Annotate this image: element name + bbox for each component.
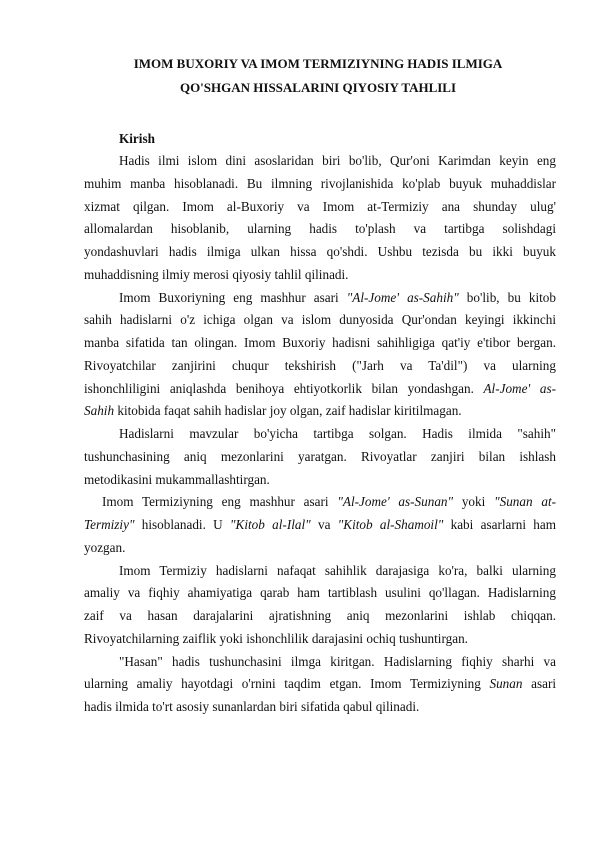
paragraph-line: Rivoyatchilarning zaiflik yoki ishonchlilik darajasini ochiq tushuntirgan. — [84, 630, 468, 646]
paragraph-line: Sahih kitobida faqat sahih hadislar joy olgan, zaif hadislar kiritilmagan. — [84, 403, 462, 419]
section-heading: Kirish — [119, 131, 155, 146]
paragraph-line: manba sifatida tan olingan. Imom Buxoriy hadisni sahihligiga qat'iy e'tibor bergan. — [84, 335, 556, 350]
paragraph-line: "Hasan" hadis tushunchasini ilmga kiritgan. Hadislarning fiqhiy sharhi va — [119, 653, 556, 669]
paragraph-line: zaif va hasan darajalarini ajratishning aniq mezonlarini ishlab chiqqan. — [84, 608, 556, 623]
paragraph-line: xizmat qilgan. Imom al-Buxoriy va Imom at-Termiziy ana shunday ulug' — [84, 198, 556, 214]
paragraph-line: Imom Termiziy hadislarni nafaqat sahihlik darajasiga ko'ra, balki ularning — [119, 562, 556, 578]
book-title: "Kitob al-Ilal" — [230, 517, 311, 532]
book-title: "Al-Jome' as-Sahih" — [346, 289, 459, 305]
book-title: "Kitob al-Shamoil" — [337, 517, 444, 532]
paragraph-line: tushunchasining aniq mezonlarini yaratgan. Rivoyatlar zanjiri bilan ishlash — [84, 448, 556, 464]
paragraph-line: Hadis ilmi islom dini asoslaridan biri bo'lib, Qur'oni Karimdan keyin eng — [119, 153, 556, 168]
paragraph-line: muhaddisning ilmiy merosi qiyosiy tahlil qilinadi. — [84, 266, 349, 282]
paragraph-line: ishonchliligini aniqlashda benihoya ehtiyotkorlik bilan yondashgan. Al-Jome' as- — [84, 380, 557, 396]
paragraph-line: Termiziy" hisoblanadi. U "Kitob al-Ilal" va "Kitob al-Shamoil" kabi asarlarni ham — [84, 517, 557, 532]
paragraph-line: muhim manba hisoblanadi. Bu ilmning rivojlanishida ko'plab buyuk muhaddislar — [84, 175, 556, 191]
book-title: "Al-Jome' as-Sunan" — [337, 494, 454, 510]
paragraph-1 — [84, 150, 556, 287]
paragraph-line: metodikasini mukammallashtirgan. — [84, 471, 270, 487]
paragraph-line: Hadislarni mavzular bo'yicha tartibga solgan. Hadis ilmida "sahih" — [119, 426, 556, 441]
paragraph-6 — [84, 651, 556, 719]
paragraph-line: hadis ilmida to'rt asosiy sunanlardan biri sifatida qabul qilinadi. — [84, 699, 420, 714]
paragraph-line: Rivoyatchilar zanjirini chuqur tekshirish ("Jarh va Ta'dil") va ularning — [84, 357, 556, 373]
book-title: "Sunan at- — [494, 494, 556, 510]
paragraph-line: Imom Termiziyning eng mashhur asari "Al-Jome' as-Sunan" yoki "Sunan at- — [102, 494, 556, 510]
document-title — [70, 52, 566, 100]
paragraph-line: yozgan. — [84, 539, 126, 555]
paragraph-line: amaliy va fiqhiy ahamiyatiga qarab ham tartiblash usulini qo'llagan. Hadislarning — [84, 585, 556, 601]
book-title: Sahih — [84, 403, 115, 419]
title-line-2: QO'SHGAN HISSALARINI QIYOSIY TAHLILI — [179, 80, 457, 95]
paragraph-line: sahih hadislarni o'z ichiga olgan va islom dunyosida Qur'ondan keyingi ikkinchi — [84, 312, 556, 328]
paragraph-3 — [84, 423, 556, 491]
paragraph-line: ularning amaliy hayotdagi o'rnini taqdim etgan. Imom Termiziyning Sunan asari — [84, 676, 556, 692]
paragraph-2 — [84, 287, 556, 424]
paragraph-line: yondashuvlari hadis ilmiga ulkan hissa qo'shdi. Ushbu tezisda bu ikki buyuk — [84, 244, 556, 259]
document-body — [84, 150, 556, 719]
book-title: Sunan — [489, 676, 523, 692]
paragraph-line: Imom Buxoriyning eng mashhur asari "Al-Jome' as-Sahih" bo'lib, bu kitob — [119, 289, 556, 305]
book-title: Termiziy" — [84, 517, 135, 532]
title-line-1: IMOM BUXORIY VA IMOM TERMIZIYNING HADIS ILMIGA — [133, 56, 503, 71]
paragraph-line: allomalardan hisoblanib, ularning hadis to'plash va tartibga solishdagi — [84, 221, 556, 237]
book-title: Al-Jome' as- — [483, 380, 557, 396]
paragraph-4 — [84, 491, 556, 559]
paragraph-5 — [84, 560, 556, 651]
